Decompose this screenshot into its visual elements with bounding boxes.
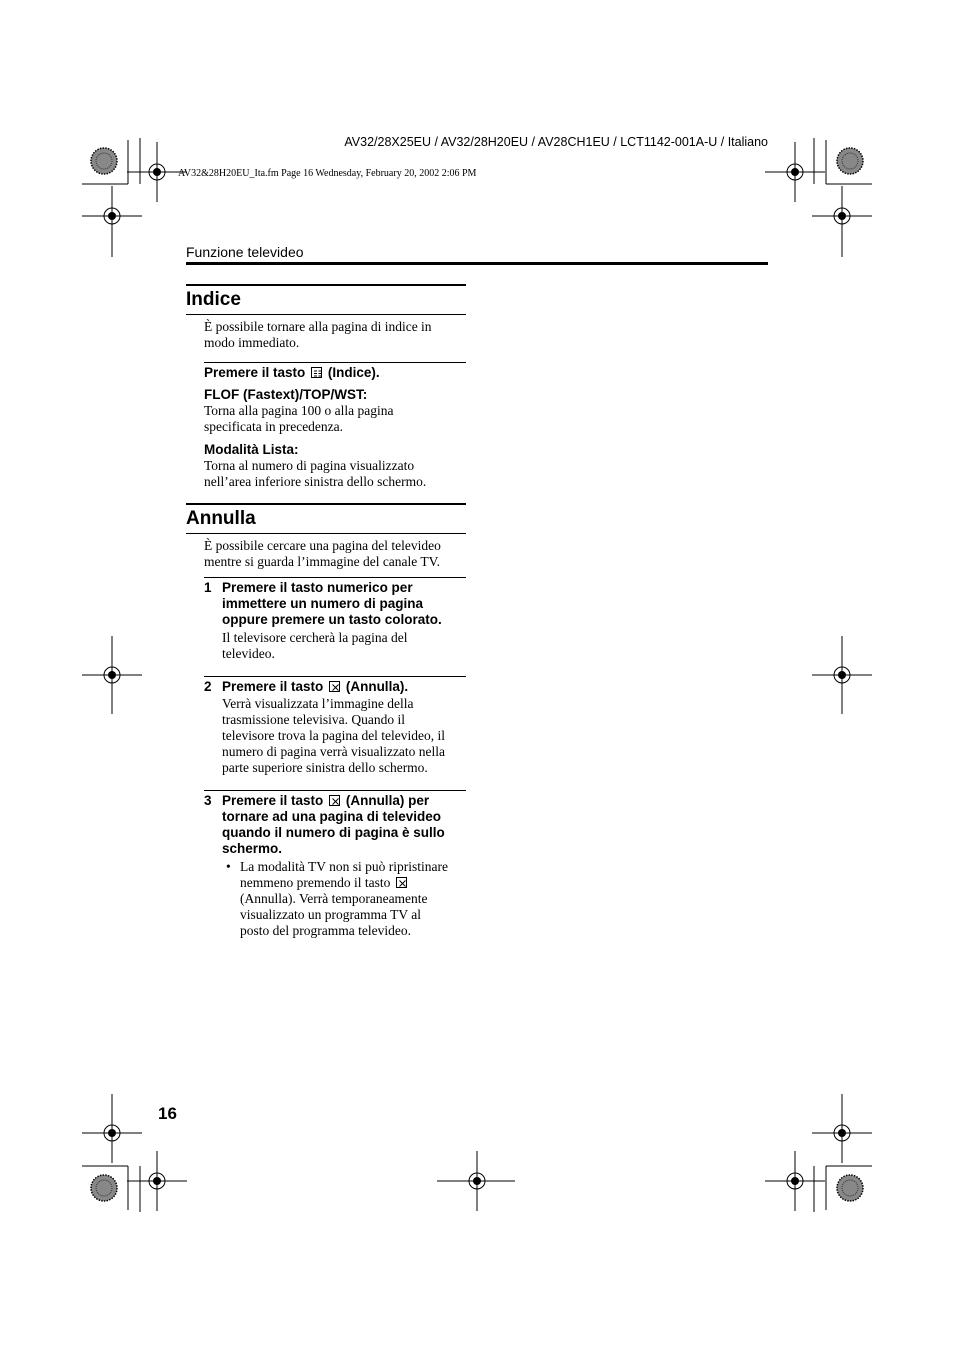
section-title: Funzione televideo bbox=[186, 244, 304, 260]
annulla-intro: È possibile cercare una pagina del televideo mentre si guarda l’immagine del canale TV. bbox=[204, 538, 441, 569]
registration-star-icon bbox=[91, 1175, 117, 1201]
step-3-note: La modalità TV non si può ripristinare nemmeno premendo il tasto (Annulla). Verrà temporaneamente visualizzato un programma TV al posto del programma televideo. bbox=[240, 859, 448, 938]
flof-label: FLOF (Fastext)/TOP/WST: bbox=[204, 387, 368, 402]
index-key-icon bbox=[311, 367, 322, 378]
heading-rule bbox=[186, 503, 466, 505]
heading-indice: Indice bbox=[186, 289, 241, 310]
step-1-heading: Premere il tasto numerico per immettere un numero di pagina oppure premere un tasto colorato. bbox=[222, 580, 442, 627]
step-rule bbox=[204, 577, 466, 578]
indice-step: Premere il tasto (Indice). bbox=[204, 365, 380, 380]
header-rule bbox=[186, 262, 768, 265]
step-rule bbox=[204, 790, 466, 791]
registration-cross-icon bbox=[127, 1151, 187, 1211]
registration-cross-icon bbox=[765, 142, 825, 202]
indice-intro: È possibile tornare alla pagina di indice in modo immediato. bbox=[204, 319, 432, 350]
step-2-heading: Premere il tasto (Annulla). bbox=[222, 679, 409, 694]
step-1-text: Il televisore cercherà la pagina del televideo. bbox=[222, 630, 408, 661]
step-3-heading: Premere il tasto (Annulla) per tornare ad una pagina di televideo quando il numero di pagina è sullo schermo. bbox=[222, 793, 445, 856]
step-number: 1 bbox=[204, 580, 212, 595]
step-rule bbox=[204, 676, 466, 677]
registration-star-icon bbox=[837, 148, 863, 174]
list-label: Modalità Lista: bbox=[204, 442, 299, 457]
model-reference: AV32/28X25EU / AV32/28H20EU / AV28CH1EU / LCT1142-001A-U / Italiano bbox=[344, 135, 768, 149]
list-text: Torna al numero di pagina visualizzato nell’area inferiore sinistra dello schermo. bbox=[204, 458, 427, 489]
step-number: 2 bbox=[204, 679, 212, 694]
registration-star-icon bbox=[837, 1175, 863, 1201]
bullet-mark: • bbox=[226, 859, 231, 874]
registration-cross-icon bbox=[765, 1151, 825, 1211]
page-number: 16 bbox=[158, 1104, 177, 1123]
file-info: AV32&28H20EU_Ita.fm Page 16 Wednesday, February 20, 2002 2:06 PM bbox=[178, 168, 477, 179]
cancel-key-icon bbox=[396, 877, 407, 888]
cancel-key-icon bbox=[329, 681, 340, 692]
cancel-key-icon bbox=[329, 795, 340, 806]
heading-annulla: Annulla bbox=[186, 508, 256, 529]
heading-rule bbox=[186, 314, 466, 315]
flof-text: Torna alla pagina 100 o alla pagina specificata in precedenza. bbox=[204, 403, 394, 434]
step-number: 3 bbox=[204, 793, 212, 808]
registration-star-icon bbox=[91, 148, 117, 174]
step-rule bbox=[204, 362, 466, 363]
step-2-text: Verrà visualizzata l’immagine della trasmissione televisiva. Quando il televisore trova la pagina del televideo, il numero di pagina verrà visualizzato nella parte superiore sinistra dello schermo. bbox=[222, 696, 446, 775]
heading-rule bbox=[186, 533, 466, 534]
heading-rule bbox=[186, 284, 466, 286]
